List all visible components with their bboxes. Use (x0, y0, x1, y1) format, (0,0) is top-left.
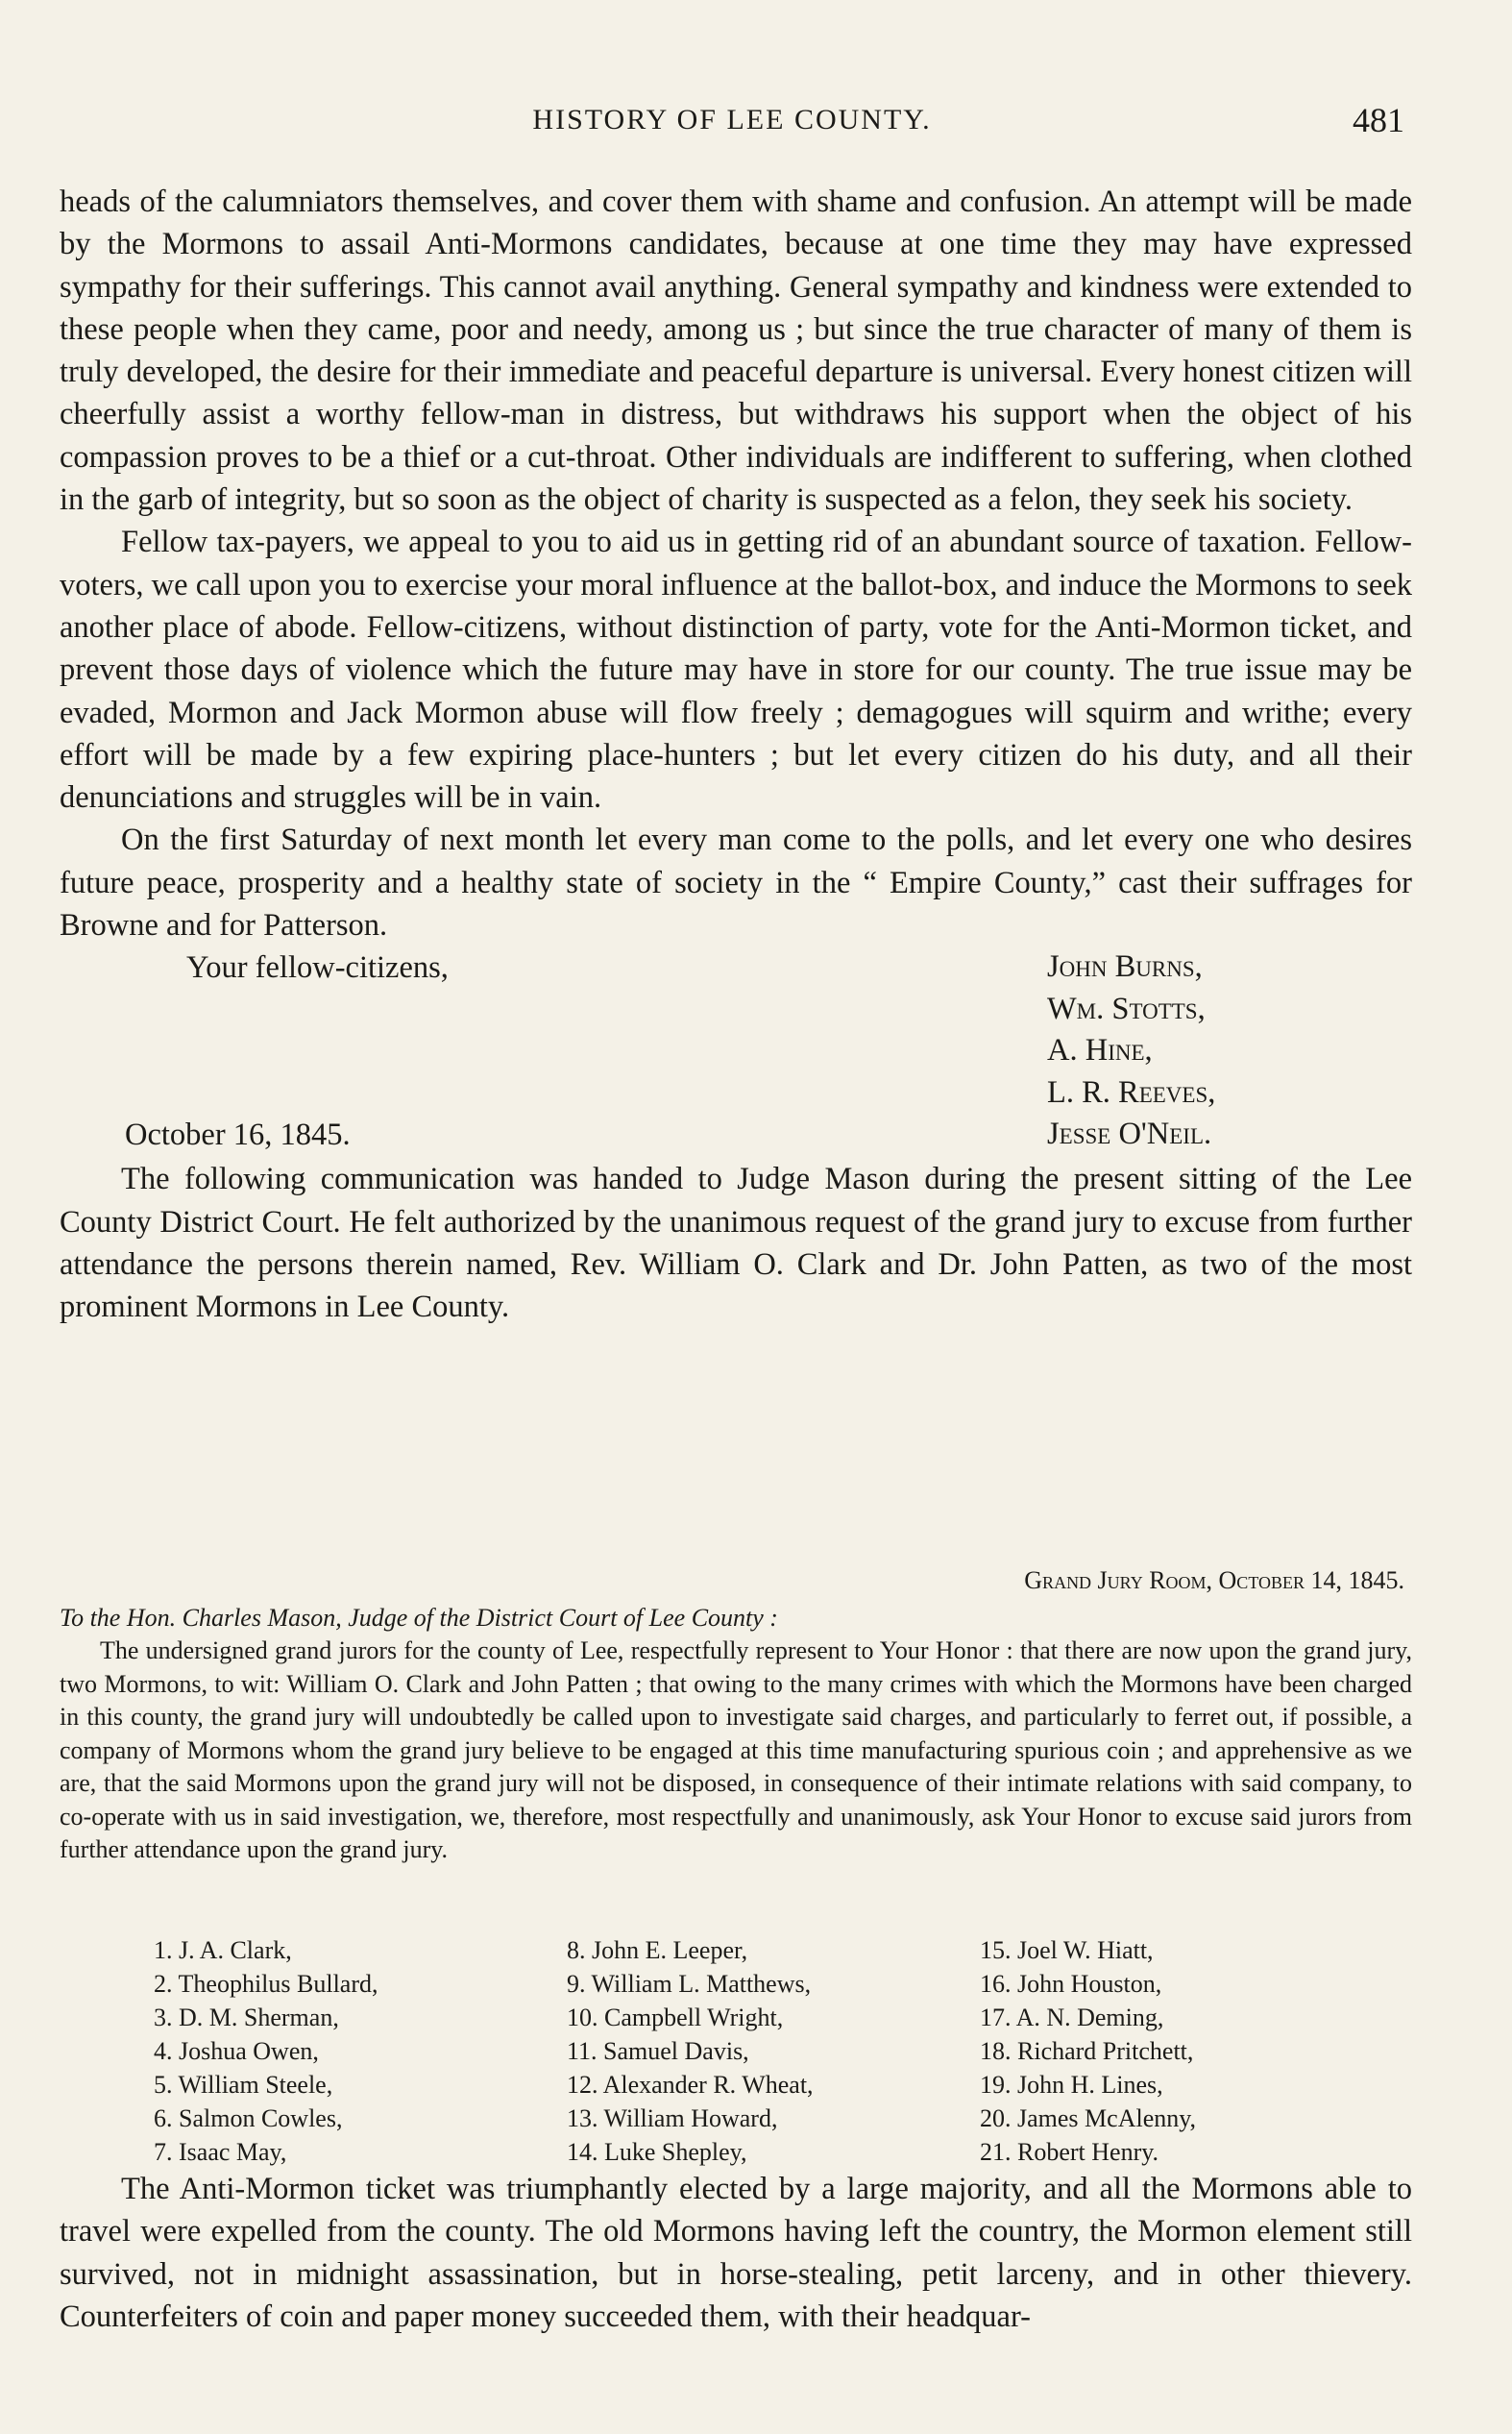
closing-text (60, 2168, 1412, 2338)
juror-name: 6. Salmon Cowles, (154, 2104, 343, 2132)
main-text (60, 181, 1412, 1329)
juror-name: 12. Alexander R. Wheat, (567, 2071, 814, 2099)
signatory-name: L. R. Reeves, (1047, 1074, 1216, 1110)
juror-name: 8. John E. Leeper, (567, 1936, 748, 1964)
juror-name: 3. D. M. Sherman, (154, 2004, 339, 2031)
page-header (60, 100, 1404, 138)
juror-name: 9. William L. Matthews, (567, 1970, 812, 1998)
juror-name: 7. Isaac May, (154, 2138, 287, 2166)
paragraph-2: Fellow tax-payers, we appeal to you to aid us in getting rid of an abundant source of taxation. Fellow-voters, we call upon you to exercise your moral influence at the ballot-box, and induce the Mormons to seek another place of abode. Fellow-citizens, without distinction of party, vote for the Anti-Mormon ticket, and prevent those days of violence which the future may have in store for our county. The true issue may be evaded, Mormon and Jack Mormon abuse will flow freely ; demagogues will squirm and writhe; every effort will be made by a few expiring place-hunters ; but let every citizen do his duty, and all their denunciations and struggles will be in vain. (60, 525, 1412, 816)
paragraph-1: heads of the calumniators themselves, and cover them with shame and confusion. An attempt will be made by the Mormons to assail Anti-Mormons candidates, because at one time they may have expressed sympathy for their sufferings. This cannot avail anything. General sympathy and kindness were extended to these people when they came, poor and needy, among us ; but since the true character of many of them is truly developed, the desire for their immediate and peaceful departure is universal. Every honest citizen will cheerfully assist a worthy fellow-man in distress, but withdraws his support when the object of his compassion proves to be a thief or a cut-throat. Other individuals are indifferent to suffering, when clothed in the garb of integrity, but so soon as the object of charity is suspected as a felon, they seek his society. (60, 184, 1412, 518)
juror-name: 17. A. N. Deming, (980, 2004, 1164, 2031)
signatory-name: John Burns, (1047, 949, 1203, 985)
juror-name: 1. J. A. Clark, (154, 1936, 292, 1964)
signatory-name: Wm. Stotts, (1047, 991, 1206, 1026)
paragraph-5: The Anti-Mormon ticket was triumphantly elected by a large majority, and all the Mormons able to travel were expelled from the county. The old Mormons having left the country, the Mormon element still survived, not in midnight assassination, but in horse-stealing, petit larceny, and in other thievery. Counterfeiters of coin and paper money succeeded them, with their headquar- (60, 2172, 1412, 2334)
signatory-name: Jesse O'Neil. (1047, 1117, 1212, 1152)
juror-name: 2. Theophilus Bullard, (154, 1970, 378, 1998)
juror-name: 18. Richard Pritchett, (980, 2037, 1194, 2065)
page-number: 481 (1353, 101, 1404, 139)
juror-name: 16. John Houston, (980, 1970, 1162, 1998)
juror-name: 5. William Steele, (154, 2071, 333, 2099)
juror-name: 21. Robert Henry. (980, 2138, 1159, 2166)
signatory-name: A. Hine, (1047, 1033, 1153, 1069)
juror-name: 15. Joel W. Hiatt, (980, 1936, 1154, 1964)
juror-name: 14. Luke Shepley, (567, 2138, 747, 2166)
memo-salutation: To the Hon. Charles Mason, Judge of the District Court of Lee County : (60, 1603, 778, 1632)
signature-date: October 16, 1845. (125, 1118, 351, 1153)
juror-name: 20. James McAlenny, (980, 2104, 1197, 2132)
juror-name: 4. Joshua Owen, (154, 2037, 319, 2065)
juror-list (154, 1933, 1364, 2169)
paragraph-3: On the first Saturday of next month let every man come to the polls, and let every one who desires future peace, prosperity and a healthy state of society in the “ Empire County,” cast their suffrages for Browne and for Patterson. (60, 823, 1412, 944)
juror-name: 13. William Howard, (567, 2104, 778, 2132)
signature-closing: Your fellow-citizens, (186, 950, 449, 986)
paragraph-4: The following communication was handed to Judge Mason during the present sitting of the Lee County District Court. He felt authorized by the unanimous request of the grand jury to excuse from further attendance the persons therein named, Rev. William O. Clark and Dr. John Patten, as two of the most prominent Mormons in Lee County. (60, 1162, 1412, 1325)
juror-name: 11. Samuel Davis, (567, 2037, 749, 2065)
memo-heading: Grand Jury Room, October 14, 1845. (1024, 1566, 1404, 1594)
juror-name: 10. Campbell Wright, (567, 2004, 784, 2031)
signatory-names (1047, 947, 1215, 1156)
juror-name: 19. John H. Lines, (980, 2071, 1163, 2099)
grand-jury-memo (60, 1564, 1412, 1867)
signature-block (60, 947, 1412, 1158)
memo-body: The undersigned grand jurors for the county of Lee, respectfully represent to Your Honor : that there are now upon the grand jury, two Mormons, to wit: William O. Clark and John Patten ; that owing to the many crimes with which the Mormons have been charged in this county, the grand jury will undoubtedly be called upon to investigate said charges, and particularly to ferret out, if possible, a company of Mormons whom the grand jury believe to be engaged at this time manufacturing spurious coin ; and apprehensive as we are, that the said Mormons upon the grand jury will not be disposed, in consequence of their intimate relations with said company, to co-operate with us in said investigation, we, therefore, most respectfully and unanimously, ask Your Honor to excuse said jurors from further attendance upon the grand jury. (60, 1636, 1412, 1863)
running-head: HISTORY OF LEE COUNTY. (532, 104, 932, 135)
